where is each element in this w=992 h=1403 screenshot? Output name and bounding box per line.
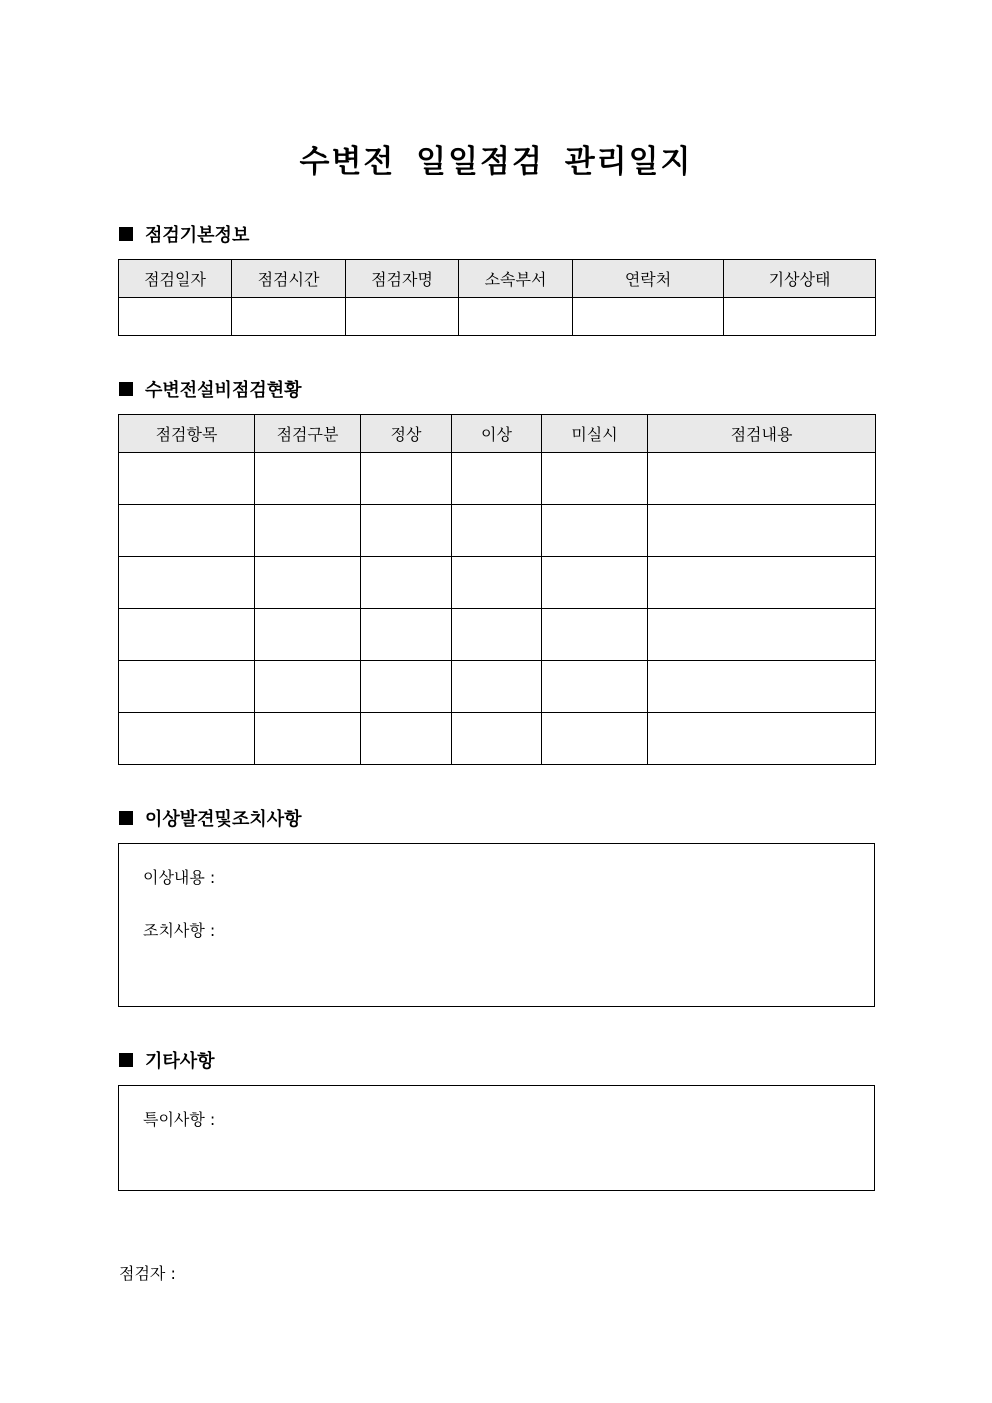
not-performed-cell[interactable] (542, 661, 648, 713)
column-header: 연락처 (573, 260, 724, 298)
column-header: 점검내용 (648, 415, 876, 453)
inspection-details-cell[interactable] (648, 557, 876, 609)
inspection-item-cell[interactable] (119, 453, 255, 505)
inspection-details-cell[interactable] (648, 661, 876, 713)
section-heading-label: 기타사항 (145, 1051, 215, 1072)
equipment-status-table (118, 414, 876, 765)
inspection-details-cell[interactable] (648, 713, 876, 765)
inspection-item-cell[interactable] (119, 557, 255, 609)
section-heading-anomaly (119, 806, 302, 830)
weather-cell[interactable] (724, 298, 876, 336)
inspection-item-cell[interactable] (119, 609, 255, 661)
section-heading-label: 점검기본정보 (145, 225, 250, 246)
inspector-name-cell[interactable] (346, 298, 459, 336)
not-performed-cell[interactable] (542, 505, 648, 557)
inspection-item-cell[interactable] (119, 713, 255, 765)
normal-cell[interactable] (361, 661, 452, 713)
black-square-icon (119, 1053, 133, 1067)
other-notes-box[interactable] (118, 1085, 875, 1191)
contact-cell[interactable] (573, 298, 724, 336)
section-heading-equipment (119, 377, 302, 401)
department-cell[interactable] (459, 298, 573, 336)
anomaly-content-label: 이상내용 : (143, 868, 216, 887)
not-performed-cell[interactable] (542, 609, 648, 661)
section-heading-label: 이상발견및조치사항 (145, 809, 302, 830)
not-performed-cell[interactable] (542, 453, 648, 505)
inspection-type-cell[interactable] (255, 609, 361, 661)
anomaly-box[interactable] (118, 843, 875, 1007)
abnormal-cell[interactable] (452, 713, 542, 765)
abnormal-cell[interactable] (452, 661, 542, 713)
normal-cell[interactable] (361, 713, 452, 765)
column-header: 소속부서 (459, 260, 573, 298)
inspector-signature-label: 점검자 : (119, 1264, 176, 1283)
table-row (119, 661, 876, 713)
inspection-details-cell[interactable] (648, 609, 876, 661)
column-header: 정상 (361, 415, 452, 453)
normal-cell[interactable] (361, 609, 452, 661)
inspection-details-cell[interactable] (648, 453, 876, 505)
action-taken-label: 조치사항 : (143, 921, 216, 940)
black-square-icon (119, 227, 133, 241)
inspection-time-cell[interactable] (232, 298, 346, 336)
normal-cell[interactable] (361, 453, 452, 505)
inspection-type-cell[interactable] (255, 505, 361, 557)
inspection-type-cell[interactable] (255, 453, 361, 505)
basic-info-table (118, 259, 876, 336)
not-performed-cell[interactable] (542, 557, 648, 609)
document-title: 수변전 일일점검 관리일지 (299, 144, 693, 180)
section-heading-label: 수변전설비점검현황 (145, 380, 302, 401)
table-row (119, 609, 876, 661)
abnormal-cell[interactable] (452, 609, 542, 661)
section-heading-basic-info (119, 222, 249, 246)
column-header: 기상상태 (724, 260, 876, 298)
inspection-date-cell[interactable] (119, 298, 232, 336)
normal-cell[interactable] (361, 557, 452, 609)
column-header: 점검구분 (255, 415, 361, 453)
column-header: 미실시 (542, 415, 648, 453)
abnormal-cell[interactable] (452, 505, 542, 557)
column-header: 점검시간 (232, 260, 346, 298)
abnormal-cell[interactable] (452, 557, 542, 609)
table-header-row (119, 260, 876, 298)
abnormal-cell[interactable] (452, 453, 542, 505)
column-header: 이상 (452, 415, 542, 453)
black-square-icon (119, 382, 133, 396)
inspection-type-cell[interactable] (255, 661, 361, 713)
table-row (119, 557, 876, 609)
table-row (119, 713, 876, 765)
section-heading-other (119, 1048, 215, 1072)
inspection-type-cell[interactable] (255, 713, 361, 765)
table-row (119, 505, 876, 557)
special-notes-label: 특이사항 : (143, 1110, 216, 1129)
inspection-item-cell[interactable] (119, 661, 255, 713)
normal-cell[interactable] (361, 505, 452, 557)
inspection-item-cell[interactable] (119, 505, 255, 557)
table-header-row (119, 415, 876, 453)
table-row (119, 453, 876, 505)
not-performed-cell[interactable] (542, 713, 648, 765)
column-header: 점검일자 (119, 260, 232, 298)
column-header: 점검자명 (346, 260, 459, 298)
inspection-type-cell[interactable] (255, 557, 361, 609)
column-header: 점검항목 (119, 415, 255, 453)
table-row (119, 298, 876, 336)
inspection-details-cell[interactable] (648, 505, 876, 557)
black-square-icon (119, 811, 133, 825)
